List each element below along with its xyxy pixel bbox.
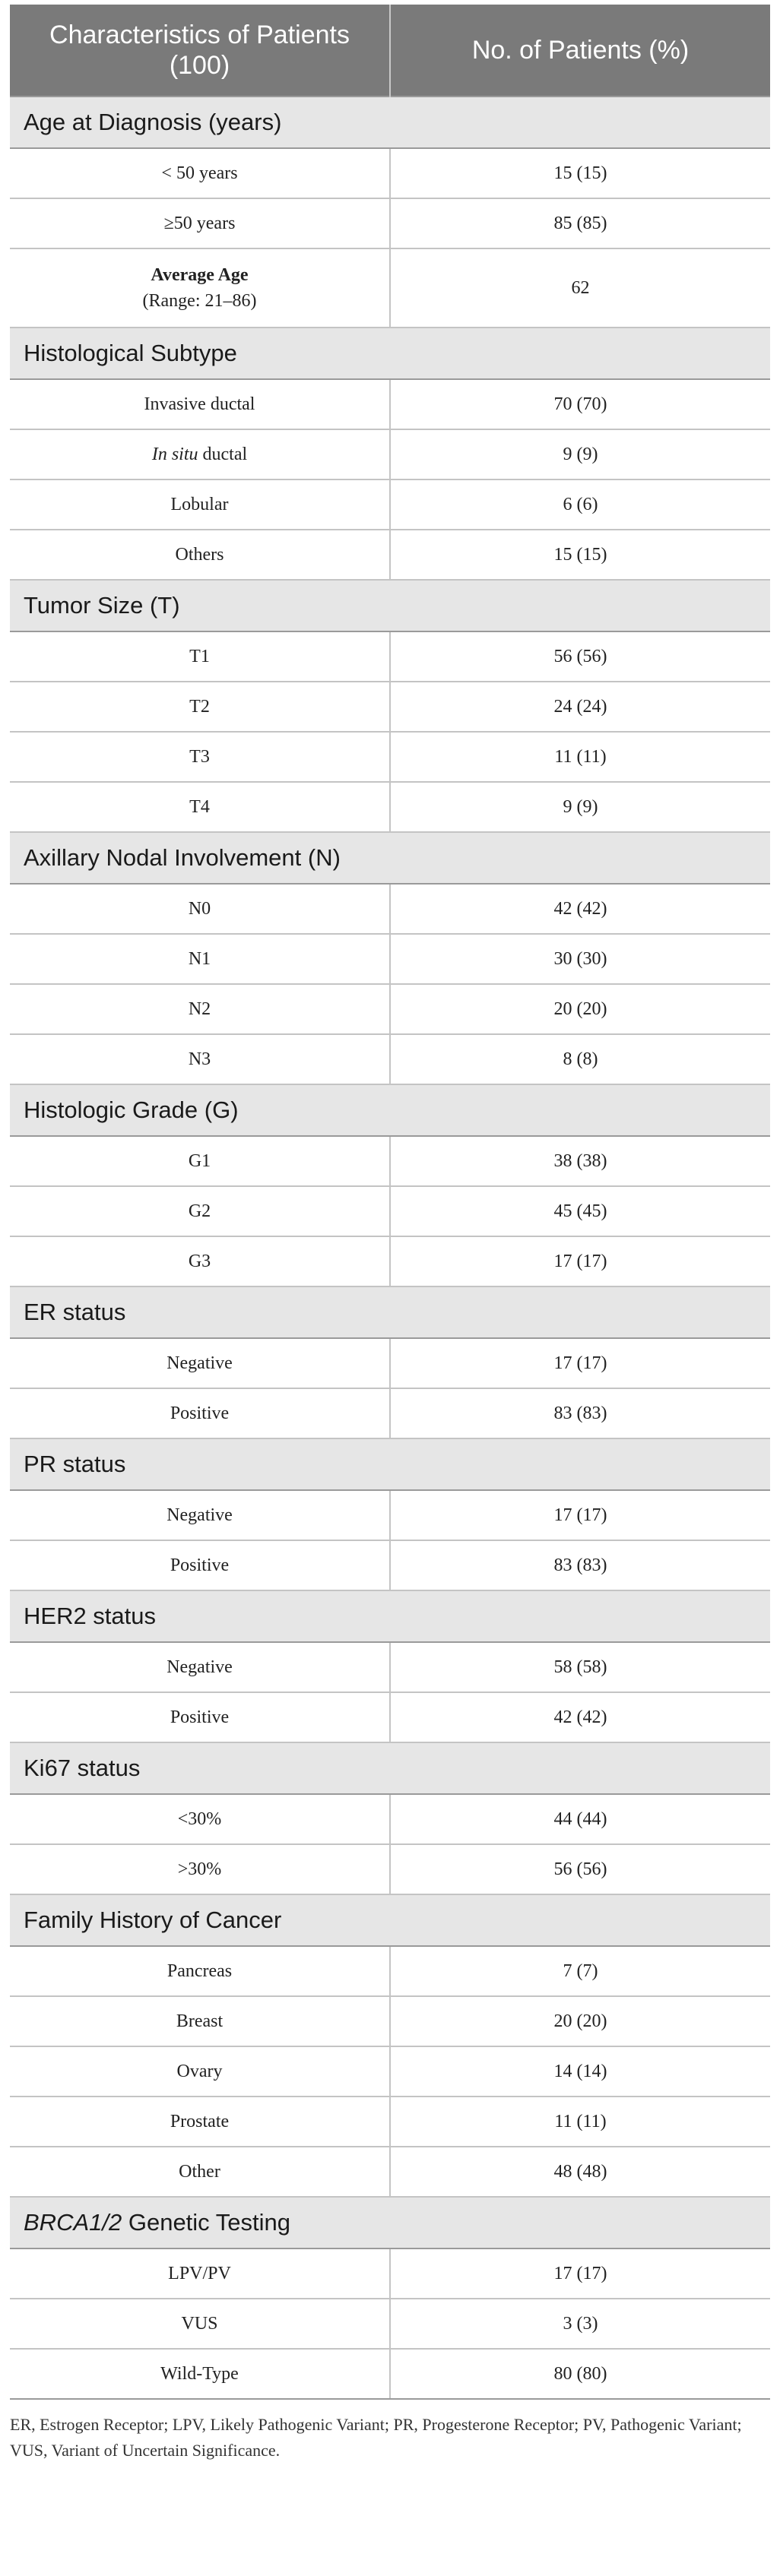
patient-count-cell: 70 (70) bbox=[390, 379, 770, 429]
patient-characteristics-table bbox=[10, 5, 770, 2400]
table-row bbox=[10, 682, 770, 732]
patient-count-cell: 17 (17) bbox=[390, 1490, 770, 1540]
characteristic-cell: Ovary bbox=[10, 2046, 390, 2097]
table-body bbox=[10, 97, 770, 2399]
section-header-row bbox=[10, 580, 770, 631]
characteristic-cell: Negative bbox=[10, 1490, 390, 1540]
section-header-row bbox=[10, 1438, 770, 1490]
characteristic-cell: Breast bbox=[10, 1996, 390, 2046]
patient-count-cell: 17 (17) bbox=[390, 2248, 770, 2299]
patient-count-cell: 62 bbox=[390, 248, 770, 328]
characteristic-cell: N2 bbox=[10, 984, 390, 1034]
section-title bbox=[10, 2197, 770, 2248]
patient-count-cell: 11 (11) bbox=[390, 2097, 770, 2147]
patient-count-cell: 17 (17) bbox=[390, 1338, 770, 1388]
patient-count-cell: 3 (3) bbox=[390, 2299, 770, 2349]
section-title: PR status bbox=[10, 1438, 770, 1490]
patient-count-cell: 85 (85) bbox=[390, 198, 770, 248]
patient-count-cell: 45 (45) bbox=[390, 1186, 770, 1236]
characteristic-cell: Positive bbox=[10, 1692, 390, 1742]
section-title: Ki67 status bbox=[10, 1742, 770, 1794]
table-container bbox=[10, 5, 770, 2464]
table-row bbox=[10, 479, 770, 530]
characteristic-cell: <30% bbox=[10, 1794, 390, 1844]
patient-count-cell: 6 (6) bbox=[390, 479, 770, 530]
table-row bbox=[10, 148, 770, 198]
table-row bbox=[10, 984, 770, 1034]
table-row bbox=[10, 198, 770, 248]
patient-count-cell: 56 (56) bbox=[390, 1844, 770, 1894]
characteristic-cell: Other bbox=[10, 2147, 390, 2197]
header-patient-count: No. of Patients (%) bbox=[390, 5, 770, 97]
patient-count-cell: 80 (80) bbox=[390, 2349, 770, 2399]
section-header-row bbox=[10, 1894, 770, 1946]
patient-count-cell: 83 (83) bbox=[390, 1540, 770, 1590]
table-row bbox=[10, 379, 770, 429]
section-title: HER2 status bbox=[10, 1590, 770, 1642]
table-row bbox=[10, 2349, 770, 2399]
table-row bbox=[10, 1844, 770, 1894]
characteristic-cell: Negative bbox=[10, 1338, 390, 1388]
table-row bbox=[10, 782, 770, 832]
characteristic-cell: G3 bbox=[10, 1236, 390, 1286]
characteristic-cell: G2 bbox=[10, 1186, 390, 1236]
characteristic-cell: < 50 years bbox=[10, 148, 390, 198]
characteristic-cell bbox=[10, 429, 390, 479]
section-title-rest: Genetic Testing bbox=[122, 2209, 290, 2236]
patient-count-cell: 58 (58) bbox=[390, 1642, 770, 1692]
patient-count-cell: 7 (7) bbox=[390, 1946, 770, 1996]
patient-count-cell: 38 (38) bbox=[390, 1136, 770, 1186]
patient-count-cell: 48 (48) bbox=[390, 2147, 770, 2197]
characteristic-cell: N3 bbox=[10, 1034, 390, 1084]
characteristic-cell: Wild-Type bbox=[10, 2349, 390, 2399]
patient-count-cell: 14 (14) bbox=[390, 2046, 770, 2097]
section-header-row bbox=[10, 1286, 770, 1338]
average-age-label: Average Age bbox=[151, 265, 249, 285]
patient-count-cell: 11 (11) bbox=[390, 732, 770, 782]
table-row bbox=[10, 2248, 770, 2299]
table-row bbox=[10, 1692, 770, 1742]
characteristic-cell: N1 bbox=[10, 934, 390, 984]
section-header-row bbox=[10, 2197, 770, 2248]
table-row bbox=[10, 1236, 770, 1286]
table-row bbox=[10, 2046, 770, 2097]
patient-count-cell: 15 (15) bbox=[390, 148, 770, 198]
section-title: Age at Diagnosis (years) bbox=[10, 97, 770, 148]
header-characteristics: Characteristics of Patients (100) bbox=[10, 5, 390, 97]
patient-count-cell: 56 (56) bbox=[390, 631, 770, 682]
characteristic-cell: Prostate bbox=[10, 2097, 390, 2147]
table-row bbox=[10, 2147, 770, 2197]
section-title: Axillary Nodal Involvement (N) bbox=[10, 832, 770, 884]
characteristic-cell: >30% bbox=[10, 1844, 390, 1894]
characteristic-italic: In situ bbox=[151, 444, 198, 464]
patient-count-cell: 9 (9) bbox=[390, 429, 770, 479]
characteristic-cell: LPV/PV bbox=[10, 2248, 390, 2299]
table-row bbox=[10, 1996, 770, 2046]
table-row bbox=[10, 429, 770, 479]
characteristic-cell: Positive bbox=[10, 1540, 390, 1590]
table-row bbox=[10, 530, 770, 580]
patient-count-cell: 9 (9) bbox=[390, 782, 770, 832]
section-title-italic: BRCA1/2 bbox=[24, 2209, 122, 2236]
table-row bbox=[10, 884, 770, 934]
section-title: Histological Subtype bbox=[10, 328, 770, 379]
characteristic-cell: T3 bbox=[10, 732, 390, 782]
patient-count-cell: 20 (20) bbox=[390, 1996, 770, 2046]
characteristic-cell: Lobular bbox=[10, 479, 390, 530]
section-header-row bbox=[10, 97, 770, 148]
section-header-row bbox=[10, 1742, 770, 1794]
characteristic-cell: N0 bbox=[10, 884, 390, 934]
age-range-label: (Range: 21–86) bbox=[142, 291, 257, 311]
characteristic-cell: Invasive ductal bbox=[10, 379, 390, 429]
table-row bbox=[10, 1642, 770, 1692]
characteristic-cell: T1 bbox=[10, 631, 390, 682]
patient-count-cell: 17 (17) bbox=[390, 1236, 770, 1286]
section-header-row bbox=[10, 832, 770, 884]
patient-count-cell: 83 (83) bbox=[390, 1388, 770, 1438]
table-row bbox=[10, 1186, 770, 1236]
table-row bbox=[10, 2299, 770, 2349]
section-header-row bbox=[10, 1084, 770, 1136]
section-title: Family History of Cancer bbox=[10, 1894, 770, 1946]
characteristic-cell bbox=[10, 248, 390, 328]
patient-count-cell: 44 (44) bbox=[390, 1794, 770, 1844]
patient-count-cell: 42 (42) bbox=[390, 1692, 770, 1742]
characteristic-rest: ductal bbox=[198, 444, 248, 464]
table-row bbox=[10, 1338, 770, 1388]
characteristic-cell: Pancreas bbox=[10, 1946, 390, 1996]
section-header-row bbox=[10, 1590, 770, 1642]
table-header-row bbox=[10, 5, 770, 97]
table-row bbox=[10, 1490, 770, 1540]
table-row bbox=[10, 934, 770, 984]
characteristic-cell: Negative bbox=[10, 1642, 390, 1692]
table-row bbox=[10, 1540, 770, 1590]
section-header-row bbox=[10, 328, 770, 379]
table-row bbox=[10, 248, 770, 328]
table-footnote: ER, Estrogen Receptor; LPV, Likely Pathogenic Variant; PR, Progesterone Receptor; PV, Pathogenic Variant; VUS, Variant of Uncertain Significance. bbox=[10, 2415, 742, 2460]
characteristic-cell: Others bbox=[10, 530, 390, 580]
table-row bbox=[10, 2097, 770, 2147]
section-title: Tumor Size (T) bbox=[10, 580, 770, 631]
table-row bbox=[10, 1946, 770, 1996]
patient-count-cell: 8 (8) bbox=[390, 1034, 770, 1084]
patient-count-cell: 15 (15) bbox=[390, 530, 770, 580]
table-row bbox=[10, 631, 770, 682]
section-title: ER status bbox=[10, 1286, 770, 1338]
section-title: Histologic Grade (G) bbox=[10, 1084, 770, 1136]
characteristic-cell: T2 bbox=[10, 682, 390, 732]
patient-count-cell: 20 (20) bbox=[390, 984, 770, 1034]
characteristic-cell: T4 bbox=[10, 782, 390, 832]
table-row bbox=[10, 1136, 770, 1186]
characteristic-cell: VUS bbox=[10, 2299, 390, 2349]
table-row bbox=[10, 732, 770, 782]
patient-count-cell: 24 (24) bbox=[390, 682, 770, 732]
table-row bbox=[10, 1388, 770, 1438]
patient-count-cell: 42 (42) bbox=[390, 884, 770, 934]
table-row bbox=[10, 1794, 770, 1844]
table-row bbox=[10, 1034, 770, 1084]
characteristic-cell: Positive bbox=[10, 1388, 390, 1438]
characteristic-cell: G1 bbox=[10, 1136, 390, 1186]
patient-count-cell: 30 (30) bbox=[390, 934, 770, 984]
characteristic-cell: ≥50 years bbox=[10, 198, 390, 248]
